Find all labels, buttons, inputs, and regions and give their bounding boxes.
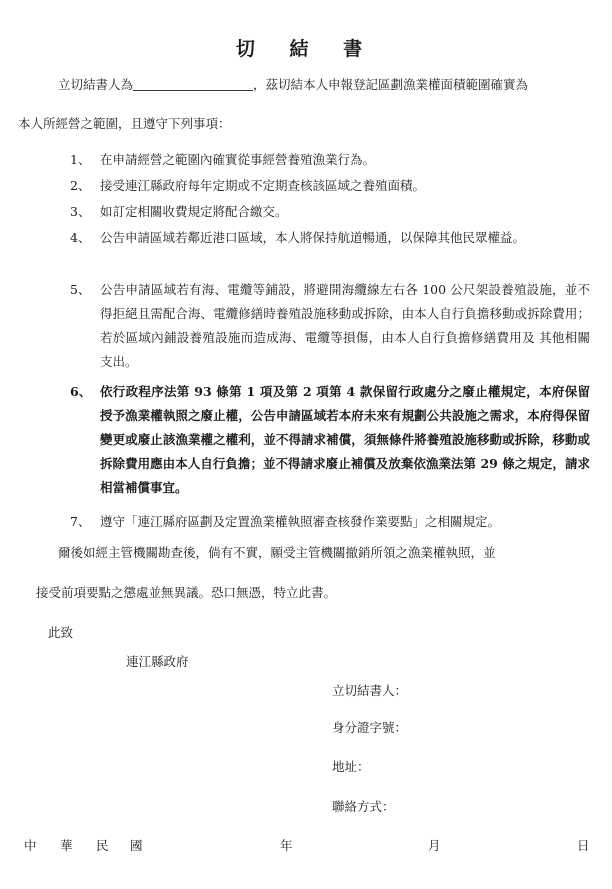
date-day-label: 日	[577, 838, 590, 853]
clause-text: 接受連江縣政府每年定期或不定期查核該區域之養殖面積。	[100, 178, 426, 193]
clause-text: 公告申請區域若有海、電纜等鋪設，將避開海纜線左右各 100 公尺架設養殖設施，並不得拒絕且需配合海、電纜修繕時養殖設施移動或拆除，由本人自行負擔移動或拆除費用；若於區域內鋪設養殖設施而造成海、電纜等損傷，由本人自行負擔修繕費用及 其他相關支出。	[100, 282, 590, 369]
intro-line-2: 本人所經營之範圍，且遵守下列事項：	[18, 116, 231, 131]
clause-text: 在申請經營之範圍內確實從事經營養殖漁業行為。	[100, 152, 376, 167]
date-char-guo: 國	[130, 838, 143, 853]
date-char-min: 民	[96, 838, 109, 853]
intro-prefix: 立切結書人為	[58, 77, 134, 92]
clause-1	[70, 148, 590, 172]
clause-5	[70, 278, 590, 374]
clause-number: 7、	[70, 514, 91, 529]
clause-number: 3、	[70, 204, 91, 219]
date-char-hua: 華	[60, 838, 73, 853]
id-number-label: 身分證字號：	[332, 720, 408, 735]
date-year-label: 年	[280, 838, 293, 853]
clause-4	[70, 226, 590, 250]
document-title: 切 結 書	[235, 38, 377, 60]
contact-label: 聯絡方式：	[332, 799, 395, 814]
clause-number: 1、	[70, 152, 91, 167]
clause-3	[70, 200, 590, 224]
clause-7	[70, 510, 590, 534]
address-label: 地址：	[332, 759, 370, 774]
intro-line-1	[58, 75, 528, 93]
clause-number: 5、	[70, 282, 91, 297]
closing-line-2: 接受前項要點之懲處並無異議。恐口無憑，特立此書。	[36, 585, 337, 600]
signer-name-blank[interactable]	[133, 76, 253, 91]
signer-label: 立切結書人：	[332, 683, 408, 698]
clause-text: 遵守「連江縣府區劃及定置漁業權執照審查核發作業要點」之相關規定。	[100, 514, 501, 529]
recipient: 連江縣政府	[126, 654, 189, 669]
clause-text: 如訂定相關收費規定將配合繳交。	[100, 204, 288, 219]
clause-text: 公告申請區域若鄰近港口區域，本人將保持航道暢通，以保障其他民眾權益。	[100, 230, 526, 245]
clause-2	[70, 174, 590, 198]
clause-number: 6、	[70, 384, 92, 399]
clause-number: 2、	[70, 178, 91, 193]
clause-number: 4、	[70, 230, 91, 245]
intro-suffix: ，茲切結本人申報登記區劃漁業權面積範圍確實為	[253, 77, 529, 92]
date-month-label: 月	[428, 838, 441, 853]
clause-6	[70, 380, 590, 500]
date-char-zhong: 中	[24, 838, 37, 853]
salutation: 此致	[48, 625, 74, 640]
closing-line-1: 爾後如經主管機關勘查後，倘有不實，願受主管機關撤銷所領之漁業權執照，並	[58, 545, 496, 560]
clause-text: 依行政程序法第 93 條第 1 項及第 2 項第 4 款保留行政處分之廢止權規定，本府保留授予漁業權執照之廢止權，公告申請區域若本府未來有規劃公共設施之需求，本府得保留變更或廢止該漁業權之權利，並不得請求補償，須無條件將養殖設施移動或拆除，移動或拆除費用應由本人自行負擔；並不得請求廢止補償及放棄依漁業法第 29 條之規定，請求相當補償事宜。	[100, 384, 590, 495]
